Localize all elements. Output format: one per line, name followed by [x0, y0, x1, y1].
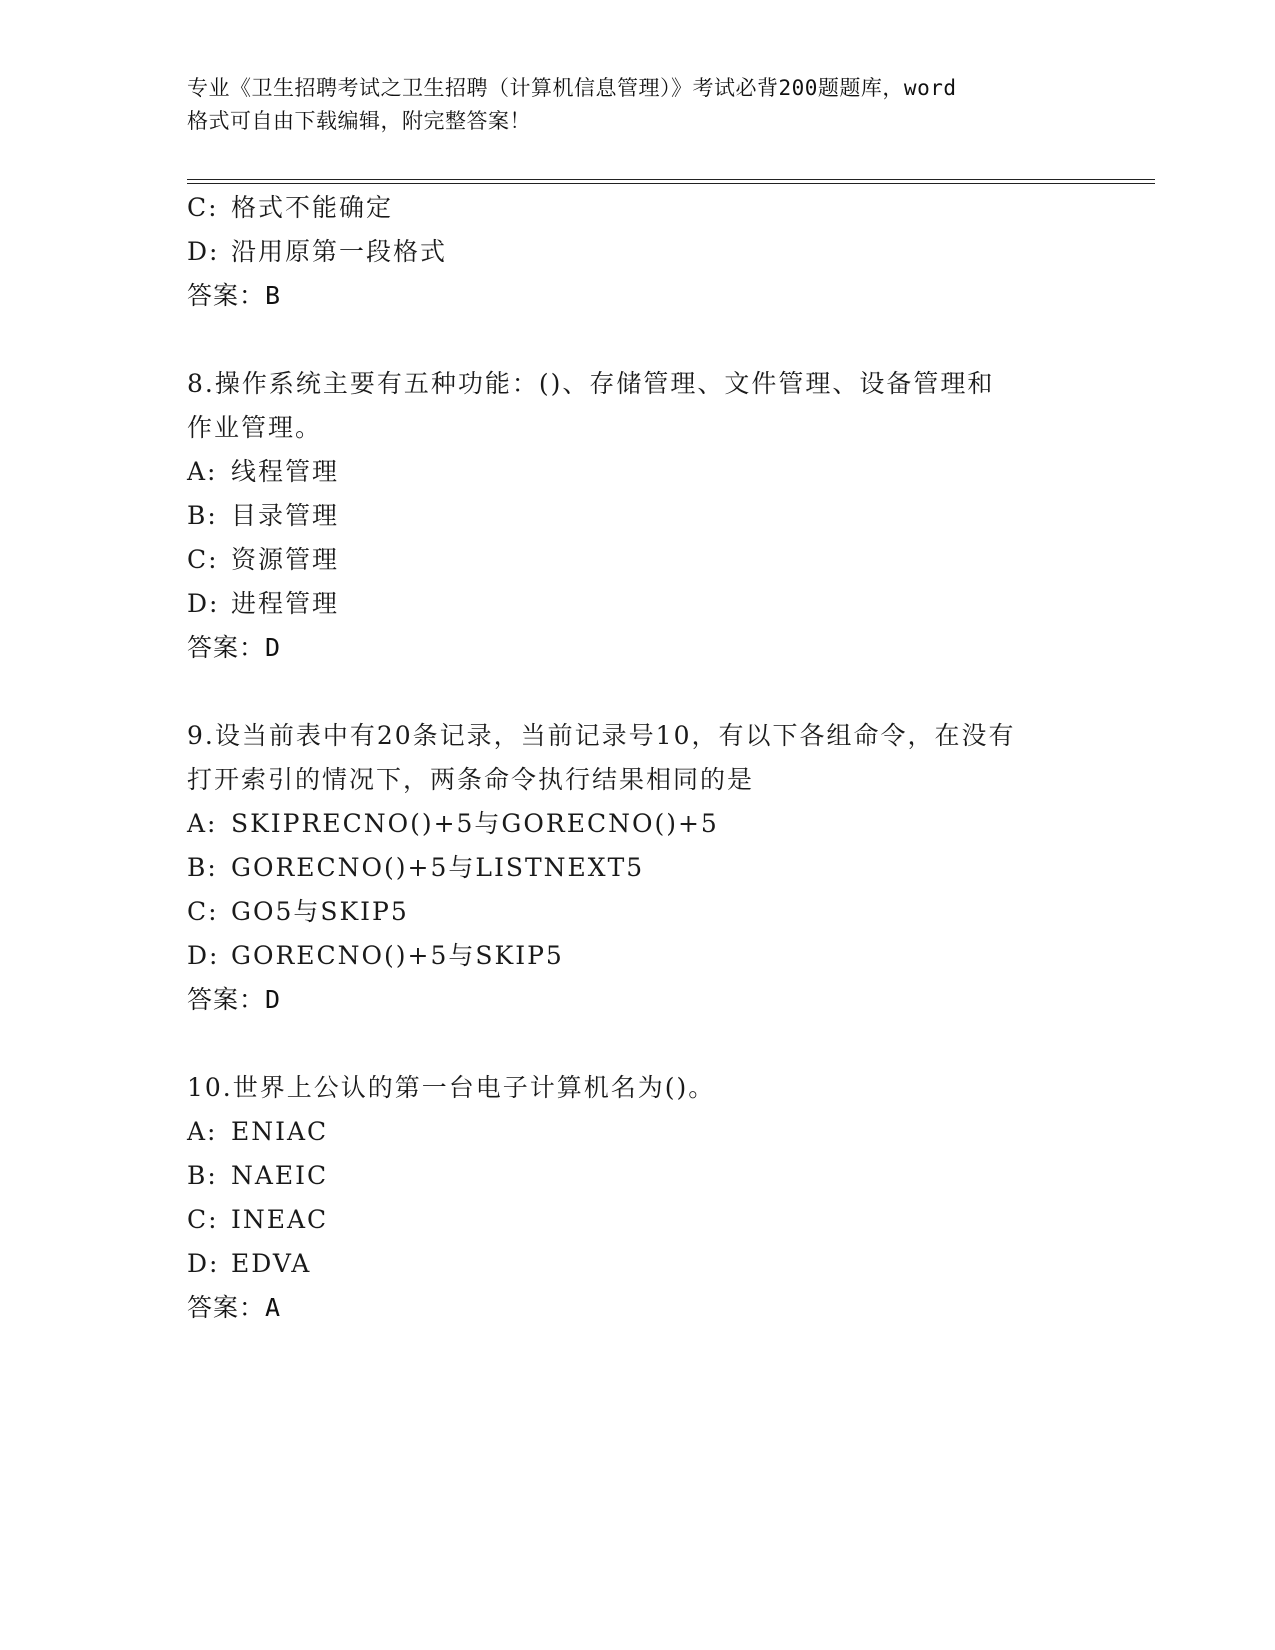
q10-option-a	[187, 1117, 328, 1147]
q10-stem-line-1: 10.世界上公认的第一台电子计算机名为()。	[187, 1073, 716, 1102]
option-text: 进程管理	[231, 589, 340, 618]
answer-label: 答案：	[187, 1293, 266, 1322]
q8-option-b	[187, 501, 339, 531]
q8-stem-line-1: 8.操作系统主要有五种功能：()、存储管理、文件管理、设备管理和	[187, 369, 995, 398]
option-key: C:	[187, 193, 219, 222]
answer-value: B	[265, 281, 282, 310]
header-line-1: 专业《卫生招聘考试之卫生招聘（计算机信息管理）》考试必背200题题库，word	[187, 76, 957, 100]
q10-option-b	[187, 1161, 328, 1191]
option-key: A:	[187, 1117, 218, 1146]
answer-value: A	[265, 1293, 282, 1322]
option-key: D:	[187, 1249, 220, 1278]
q9-option-a	[187, 809, 719, 839]
option-text: 线程管理	[231, 457, 340, 486]
q8-stem-line-2: 作业管理。	[187, 413, 323, 442]
option-text: INEAC	[231, 1205, 329, 1234]
option-text: 沿用原第一段格式	[231, 237, 448, 266]
q9-stem-line-2: 打开索引的情况下，两条命令执行结果相同的是	[187, 765, 755, 794]
option-text: SKIPRECNO()+5与GORECNO()+5	[231, 809, 719, 838]
q10-answer	[187, 1293, 281, 1323]
answer-label: 答案：	[187, 985, 266, 1014]
option-text: 格式不能确定	[231, 193, 394, 222]
option-text: GO5与SKIP5	[231, 897, 409, 926]
q9-option-c	[187, 897, 409, 927]
option-key: D:	[187, 589, 220, 618]
answer-value: D	[265, 985, 282, 1014]
header-divider-bottom	[187, 183, 1155, 184]
option-text: GORECNO()+5与LISTNEXT5	[231, 853, 645, 882]
option-key: A:	[187, 457, 218, 486]
q8-option-a	[187, 457, 339, 487]
q10-option-d	[187, 1249, 311, 1279]
option-text: 资源管理	[231, 545, 340, 574]
document-header	[187, 72, 1087, 138]
option-key: B:	[187, 1161, 218, 1190]
option-key: B:	[187, 853, 218, 882]
q9-stem-line-1: 9.设当前表中有20条记录，当前记录号10，有以下各组命令，在没有	[187, 721, 1016, 750]
option-key: B:	[187, 501, 218, 530]
prev-option-d	[187, 237, 447, 267]
header-divider-top	[187, 179, 1155, 180]
option-text: GORECNO()+5与SKIP5	[231, 941, 564, 970]
q8-answer	[187, 633, 281, 663]
option-text: EDVA	[231, 1249, 312, 1278]
answer-label: 答案：	[187, 281, 266, 310]
q9-option-b	[187, 853, 644, 883]
q10-option-c	[187, 1205, 328, 1235]
prev-option-c	[187, 193, 393, 223]
q9-answer	[187, 985, 281, 1015]
option-key: A:	[187, 809, 218, 838]
option-key: D:	[187, 237, 220, 266]
q8-option-d	[187, 589, 339, 619]
option-key: D:	[187, 941, 220, 970]
option-key: C:	[187, 897, 219, 926]
option-key: C:	[187, 1205, 219, 1234]
q9-option-d	[187, 941, 564, 971]
option-key: C:	[187, 545, 219, 574]
answer-label: 答案：	[187, 633, 266, 662]
option-text: NAEIC	[231, 1161, 329, 1190]
prev-answer	[187, 281, 281, 311]
answer-value: D	[265, 633, 282, 662]
option-text: ENIAC	[231, 1117, 329, 1146]
header-line-2: 格式可自由下载编辑，附完整答案！	[187, 109, 531, 133]
option-text: 目录管理	[231, 501, 340, 530]
q8-option-c	[187, 545, 339, 575]
